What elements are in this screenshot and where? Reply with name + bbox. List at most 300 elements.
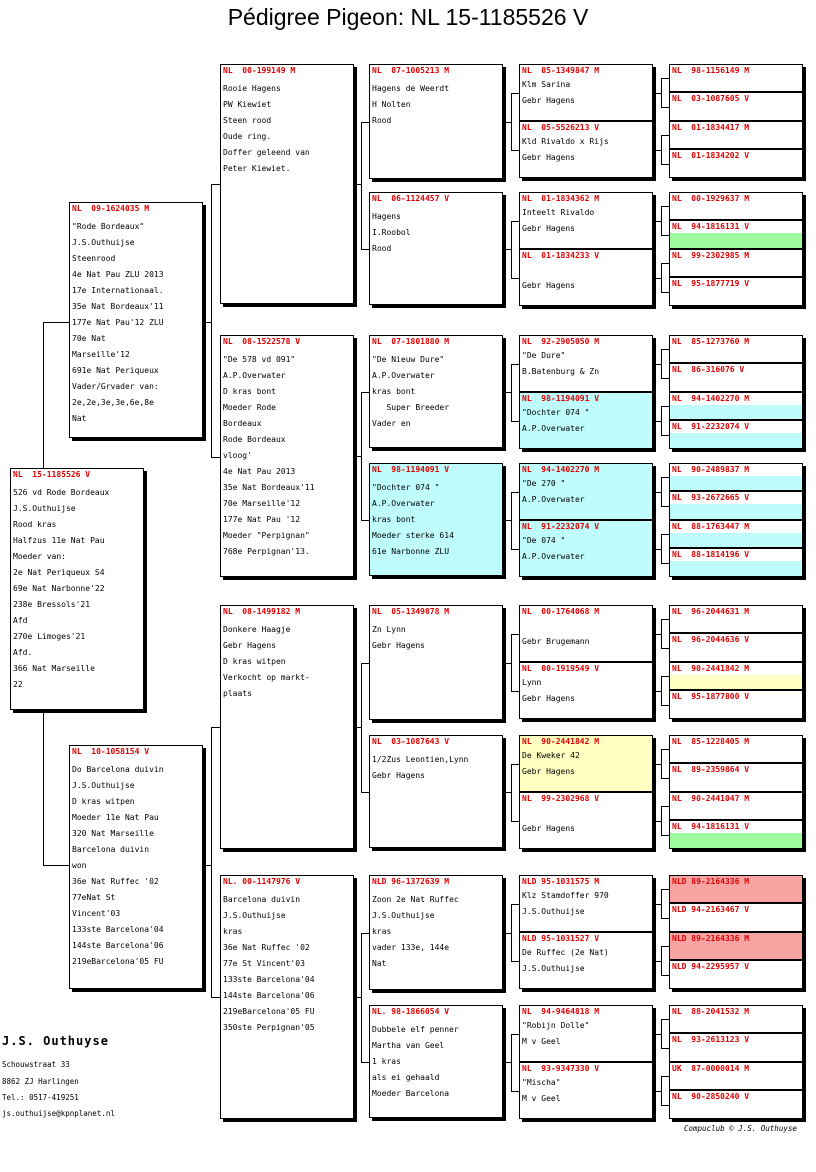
connector-line xyxy=(661,889,662,918)
connector-line xyxy=(654,221,661,222)
gen6-pigeon-card xyxy=(669,1033,803,1062)
ring-number: NLD 94-2163467 V xyxy=(672,905,750,914)
pigeon-details xyxy=(522,1075,650,1107)
ring-number: NL 93-2672665 V xyxy=(672,493,750,502)
ring-number: NL 91-2232074 V xyxy=(672,422,750,431)
gen6-pigeon-card xyxy=(669,463,803,491)
pigeon-details xyxy=(522,805,650,837)
gen5-pigeon-card xyxy=(519,392,653,449)
detail-line: Marseille'12 xyxy=(72,350,130,359)
ring-number: NL 01-1834202 V xyxy=(672,151,750,160)
gen6-pigeon-card xyxy=(669,192,803,220)
detail-line: Moeder Barcelona xyxy=(372,1089,450,1098)
connector-line xyxy=(511,764,512,821)
connector-line xyxy=(361,249,369,250)
detail-line: A.P.Overwater xyxy=(372,499,435,508)
connector-line xyxy=(661,235,669,236)
pigeon-details xyxy=(522,675,650,707)
detail-line: De Kweker 42 xyxy=(522,751,580,760)
gen5-pigeon-card xyxy=(519,249,653,306)
connector-line xyxy=(511,634,512,691)
gen6-pigeon-card xyxy=(669,121,803,149)
detail-line: "De 578 vd 091" xyxy=(223,355,296,364)
connector-line xyxy=(661,349,669,350)
ring-number: NL 90-2441047 M xyxy=(672,794,750,803)
ring-number: NL 93-2613123 V xyxy=(672,1035,750,1044)
gen5-pigeon-card xyxy=(519,463,653,520)
detail-line: Klm Sarina xyxy=(522,80,571,89)
detail-line: 219eBarcelona'05 FU xyxy=(72,957,164,966)
ring-number: NL 85-1228405 M xyxy=(672,737,750,746)
detail-line: Dubbele elf penner xyxy=(372,1025,459,1034)
connector-line xyxy=(661,563,669,564)
connector-line xyxy=(511,1034,519,1035)
connector-line xyxy=(211,727,212,997)
detail-line: plaats xyxy=(223,689,252,698)
connector-line xyxy=(661,206,669,207)
connector-line xyxy=(661,749,662,778)
detail-line: 61e Narbonne ZLU xyxy=(372,547,450,556)
detail-line: 70e Marseille'12 xyxy=(223,499,301,508)
ring-number: NL 01-1834417 M xyxy=(672,123,750,132)
connector-line xyxy=(504,520,511,521)
ring-number: NL 94-1816131 V xyxy=(672,222,750,231)
pigeon-details xyxy=(372,81,500,129)
connector-line xyxy=(661,477,662,506)
connector-line xyxy=(661,1076,662,1105)
connector-line xyxy=(504,663,511,664)
gen5-pigeon-card xyxy=(519,932,653,989)
detail-line: 77e St Vincent'03 xyxy=(223,959,305,968)
connector-line xyxy=(361,1062,369,1063)
connector-line xyxy=(661,676,669,677)
detail-line: "Robijn Dolle" xyxy=(522,1021,590,1030)
detail-line: J.S.Outhuijse xyxy=(522,907,585,916)
gen6-pigeon-card xyxy=(669,335,803,363)
pigeon-details xyxy=(372,622,500,654)
connector-line xyxy=(661,534,669,535)
detail-line: "Mischa" xyxy=(522,1078,561,1087)
pigeon-details xyxy=(223,352,351,560)
detail-line: 35e Nat Bordeaux'11 xyxy=(72,302,164,311)
gen6-pigeon-card xyxy=(669,792,803,820)
gen4-pigeon-card xyxy=(369,1005,503,1118)
connector-line xyxy=(661,806,669,807)
detail-line: "Dochter 074 " xyxy=(372,483,440,492)
connector-line xyxy=(43,322,69,323)
ring-number: NL 98-1194091 V xyxy=(372,465,450,474)
pigeon-details xyxy=(72,219,200,427)
detail-line: Gebr Hagens xyxy=(223,641,276,650)
connector-line xyxy=(661,946,662,975)
card-highlight xyxy=(670,233,802,248)
connector-line xyxy=(361,122,369,123)
pigeon-details xyxy=(372,1022,500,1102)
connector-line xyxy=(661,1019,662,1048)
ring-number: NL 94-1402270 M xyxy=(522,465,600,474)
gen6-pigeon-card xyxy=(669,820,803,849)
ring-number: NL 01-1834362 M xyxy=(522,194,600,203)
card-highlight xyxy=(670,504,802,519)
gen4-pigeon-card xyxy=(369,875,503,990)
detail-line: Afd xyxy=(13,616,28,625)
pigeon-details xyxy=(522,348,650,380)
connector-line xyxy=(211,457,220,458)
connector-line xyxy=(661,1105,669,1106)
ring-number: NL 91-2232074 V xyxy=(522,522,600,531)
detail-line: Super Breeder xyxy=(372,403,450,412)
detail-line: 70e Nat xyxy=(72,334,106,343)
detail-line: D kras bont xyxy=(223,387,276,396)
detail-line: Rode Bordeaux xyxy=(223,435,286,444)
gen5-pigeon-card xyxy=(519,1005,653,1062)
detail-line: 366 Nat Marseille xyxy=(13,664,95,673)
detail-line: I.Roobol xyxy=(372,228,411,237)
connector-line xyxy=(654,492,661,493)
connector-line xyxy=(511,421,519,422)
ring-number: NL 03-1087643 V xyxy=(372,737,450,746)
detail-line: Gebr Hagens xyxy=(372,771,425,780)
footer-credit: Compuclub © J.S. Outhuyse xyxy=(684,1124,797,1133)
detail-line: Moeder 11e Nat Pau xyxy=(72,813,159,822)
card-highlight xyxy=(670,433,802,448)
connector-line xyxy=(661,619,669,620)
connector-line xyxy=(661,78,669,79)
connector-line xyxy=(661,107,669,108)
connector-line xyxy=(661,506,669,507)
detail-line: J.S.Outhuijse xyxy=(13,504,76,513)
gen3-pigeon-card xyxy=(220,64,354,304)
detail-line: "De 074 " xyxy=(522,536,566,545)
detail-line: kras bont xyxy=(372,387,416,396)
connector-line xyxy=(661,349,662,378)
connector-line xyxy=(211,727,220,728)
connector-line xyxy=(511,93,519,94)
detail-line: 77eNat St xyxy=(72,893,116,902)
detail-line: 69e Nat Narbonne'22 xyxy=(13,584,105,593)
connector-line xyxy=(511,1034,512,1091)
ring-number: NL 88-1814196 V xyxy=(672,550,750,559)
detail-line: Lynn xyxy=(522,678,542,687)
gen3-pigeon-card xyxy=(220,335,354,577)
pigeon-details xyxy=(522,748,650,780)
connector-line xyxy=(203,322,211,323)
detail-line: 1 kras xyxy=(372,1057,401,1066)
gen6-pigeon-card xyxy=(669,277,803,306)
detail-line: "De Nieuw Dure" xyxy=(372,355,445,364)
pigeon-details xyxy=(522,205,650,237)
pigeon-details xyxy=(223,81,351,177)
detail-line: M v Geel xyxy=(522,1094,561,1103)
detail-line: Halfzus 11e Nat Pau xyxy=(13,536,105,545)
gen6-pigeon-card xyxy=(669,633,803,662)
gen3-pigeon-card xyxy=(220,875,354,1119)
detail-line: Hagens xyxy=(372,212,401,221)
owner-street: Schouwstraat 33 xyxy=(2,1060,70,1069)
connector-line xyxy=(661,835,669,836)
ring-number: NLD 95-1031527 V xyxy=(522,934,600,943)
pigeon-details xyxy=(522,134,650,166)
detail-line: Moeder "Perpignan" xyxy=(223,531,310,540)
detail-line: 36e Nat Ruffec '02 xyxy=(223,943,310,952)
pigeon-details xyxy=(372,752,500,784)
gen6-pigeon-card xyxy=(669,1062,803,1090)
pigeon-details xyxy=(372,480,500,560)
connector-line xyxy=(661,378,669,379)
pigeon-details xyxy=(372,352,500,432)
detail-line: 238e Bressols'21 xyxy=(13,600,91,609)
gen5-pigeon-card xyxy=(519,792,653,849)
connector-line xyxy=(654,1034,661,1035)
connector-line xyxy=(361,122,362,249)
connector-line xyxy=(654,634,661,635)
ring-number: NL 90-2441842 M xyxy=(522,737,600,746)
detail-line: "Rode Bordeaux" xyxy=(72,222,145,231)
ring-number: NL 86-316076 V xyxy=(672,365,745,374)
connector-line xyxy=(511,634,519,635)
connector-line xyxy=(661,206,662,235)
connector-line xyxy=(511,764,519,765)
detail-line: Gebr Hagens xyxy=(522,824,575,833)
detail-line: Donkere Haagje xyxy=(223,625,291,634)
gen1-pigeon-card xyxy=(10,468,144,710)
connector-line xyxy=(654,821,661,822)
ring-number: NL 94-9464818 M xyxy=(522,1007,600,1016)
connector-line xyxy=(661,1076,669,1077)
gen6-pigeon-card xyxy=(669,932,803,960)
connector-line xyxy=(361,933,362,1062)
ring-number: NL 89-2359864 V xyxy=(672,765,750,774)
gen6-pigeon-card xyxy=(669,763,803,792)
gen4-pigeon-card xyxy=(369,463,503,576)
ring-number: NL 99-2302968 V xyxy=(522,794,600,803)
detail-line: 144ste Barcelona'06 xyxy=(223,991,315,1000)
detail-line: Barcelona duivin xyxy=(72,845,150,854)
ring-number: NL 07-1801880 M xyxy=(372,337,450,346)
pigeon-details xyxy=(522,888,650,920)
connector-line xyxy=(43,322,44,468)
ring-number: NL 94-1402270 M xyxy=(672,394,750,403)
card-highlight xyxy=(670,533,802,547)
ring-number: NL 08-1499182 M xyxy=(223,607,301,616)
detail-line: Verkocht op markt- xyxy=(223,673,310,682)
connector-line xyxy=(361,392,369,393)
gen6-pigeon-card xyxy=(669,1090,803,1119)
connector-line xyxy=(661,435,669,436)
detail-line: PW Kiewiet xyxy=(223,100,272,109)
pigeon-details xyxy=(223,622,351,702)
detail-line xyxy=(522,262,650,278)
pigeon-details xyxy=(72,762,200,970)
pigeon-details xyxy=(522,77,650,109)
connector-line xyxy=(661,1048,669,1049)
ring-number: UK 87-0000014 M xyxy=(672,1064,750,1073)
detail-line: Rood xyxy=(372,116,392,125)
detail-line: Vincent'03 xyxy=(72,909,121,918)
gen5-pigeon-card xyxy=(519,64,653,121)
detail-line: 133ste Barcelona'04 xyxy=(72,925,164,934)
detail-line: kras bont xyxy=(372,515,416,524)
gen5-pigeon-card xyxy=(519,520,653,577)
connector-line xyxy=(511,904,519,905)
pigeon-details xyxy=(522,945,650,977)
gen4-pigeon-card xyxy=(369,605,503,720)
detail-line: "De Dure" xyxy=(522,351,566,360)
gen6-pigeon-card xyxy=(669,960,803,989)
detail-line: Zoon 2e Nat Ruffec xyxy=(372,895,459,904)
gen5-pigeon-card xyxy=(519,192,653,249)
ring-number: NL 96-2044636 V xyxy=(672,635,750,644)
connector-line xyxy=(203,865,211,866)
detail-line: Rood kras xyxy=(13,520,57,529)
ring-number: NL. 00-1147976 V xyxy=(223,877,301,886)
ring-number: NL 93-9347330 V xyxy=(522,1064,600,1073)
connector-line xyxy=(211,184,212,457)
connector-line xyxy=(511,150,519,151)
detail-line: vader 133e, 144e xyxy=(372,943,450,952)
gen6-pigeon-card xyxy=(669,249,803,277)
detail-line: D kras witpen xyxy=(72,797,135,806)
gen6-pigeon-card xyxy=(669,735,803,763)
detail-line: Steenrood xyxy=(72,254,116,263)
gen4-pigeon-card xyxy=(369,192,503,305)
detail-line: Peter Kiewiet. xyxy=(223,164,291,173)
gen2-pigeon-card xyxy=(69,202,203,438)
detail-line: Doffer geleend van xyxy=(223,148,310,157)
gen5-pigeon-card xyxy=(519,605,653,662)
ring-number: NL 95-1877719 V xyxy=(672,279,750,288)
connector-line xyxy=(654,421,661,422)
ring-number: NLD 95-1031575 M xyxy=(522,877,600,886)
pigeon-details xyxy=(522,618,650,650)
ring-number: NL 05-1349878 M xyxy=(372,607,450,616)
detail-line: vloog' xyxy=(223,451,252,460)
connector-line xyxy=(361,663,369,664)
ring-number: NL 00-199149 M xyxy=(223,66,296,75)
connector-line xyxy=(661,806,662,835)
ring-number: NL 98-1194091 V xyxy=(522,394,600,403)
detail-line: "De 270 " xyxy=(522,479,566,488)
gen5-pigeon-card xyxy=(519,121,653,178)
connector-line xyxy=(661,648,669,649)
gen4-pigeon-card xyxy=(369,335,503,448)
detail-line: J.S.Outhuijse xyxy=(223,911,286,920)
ring-number: NLD 94-2295957 V xyxy=(672,962,750,971)
gen6-pigeon-card xyxy=(669,605,803,633)
ring-number: NL 85-1273760 M xyxy=(672,337,750,346)
connector-line xyxy=(661,263,662,292)
owner-city: 8862 ZJ Harlingen xyxy=(2,1077,79,1086)
connector-line xyxy=(504,933,511,934)
detail-line: Gebr Hagens xyxy=(522,694,575,703)
ring-number: NL 08-1522578 V xyxy=(223,337,301,346)
gen4-pigeon-card xyxy=(369,64,503,179)
detail-line: Vader/Grvader van: xyxy=(72,382,159,391)
pigeon-details xyxy=(522,262,650,294)
gen6-pigeon-card xyxy=(669,1005,803,1033)
ring-number: NL 09-1624035 M xyxy=(72,204,150,213)
gen6-pigeon-card xyxy=(669,92,803,121)
connector-line xyxy=(511,221,512,278)
connector-line xyxy=(511,278,519,279)
detail-line: Vader en xyxy=(372,419,411,428)
card-highlight xyxy=(670,405,802,419)
ring-number: NL 99-2302985 M xyxy=(672,251,750,260)
card-highlight xyxy=(670,833,802,848)
connector-line xyxy=(661,676,662,705)
pigeon-details xyxy=(223,892,351,1036)
connector-line xyxy=(661,619,662,648)
detail-line: 133ste Barcelona'04 xyxy=(223,975,315,984)
detail-line: kras xyxy=(223,927,243,936)
gen6-pigeon-card xyxy=(669,363,803,392)
detail-line: Nat xyxy=(372,959,387,968)
ring-number: NL 88-2041532 M xyxy=(672,1007,750,1016)
ring-number: NL 15-1185526 V xyxy=(13,470,91,479)
gen2-pigeon-card xyxy=(69,745,203,989)
detail-line: 2e Nat Periqueux S4 xyxy=(13,568,105,577)
connector-line xyxy=(511,961,519,962)
connector-line xyxy=(511,691,519,692)
pigeon-details xyxy=(372,892,500,972)
connector-line xyxy=(511,904,512,961)
detail-line: A.P.Overwater xyxy=(372,371,435,380)
connector-line xyxy=(661,1019,669,1020)
ring-number: NL 10-1058154 V xyxy=(72,747,150,756)
connector-line xyxy=(511,821,519,822)
ring-number: NL 03-1087605 V xyxy=(672,94,750,103)
ring-number: NL 88-1763447 M xyxy=(672,522,750,531)
detail-line: Klz Stamdoffer 970 xyxy=(522,891,609,900)
detail-line: De Ruffec (2e Nat) xyxy=(522,948,609,957)
connector-line xyxy=(504,392,511,393)
connector-line xyxy=(661,135,662,164)
connector-line xyxy=(661,749,669,750)
detail-line: Martha van Geel xyxy=(372,1041,445,1050)
pigeon-details xyxy=(522,1018,650,1050)
detail-line: M v Geel xyxy=(522,1037,561,1046)
ring-number: NL 07-1005213 M xyxy=(372,66,450,75)
detail-line: H Nolten xyxy=(372,100,411,109)
ring-number: NL 90-2441842 M xyxy=(672,664,750,673)
connector-line xyxy=(654,150,661,151)
connector-line xyxy=(654,691,661,692)
detail-line xyxy=(522,805,650,821)
gen6-pigeon-card xyxy=(669,220,803,249)
detail-line: Do Barcelona duivin xyxy=(72,765,164,774)
detail-line: Bordeaux xyxy=(223,419,262,428)
ring-number: NL 96-2044631 M xyxy=(672,607,750,616)
connector-line xyxy=(504,249,511,250)
ring-number: NL 90-2850240 V xyxy=(672,1092,750,1101)
gen6-pigeon-card xyxy=(669,875,803,903)
connector-line xyxy=(504,1062,511,1063)
ring-number: NL 94-1816131 V xyxy=(672,822,750,831)
connector-line xyxy=(661,78,662,107)
detail-line: Kld Rivaldo x Rijs xyxy=(522,137,609,146)
detail-line: A.P.Overwater xyxy=(522,424,585,433)
detail-line: 2e,2e,3e,3e,6e,8e xyxy=(72,398,154,407)
pigeon-details xyxy=(522,476,650,508)
card-highlight xyxy=(670,561,802,576)
ring-number: NLD 89-2164336 M xyxy=(672,877,750,886)
detail-line: Moeder van: xyxy=(13,552,66,561)
detail-line: Gebr Hagens xyxy=(372,641,425,650)
connector-line xyxy=(661,477,669,478)
connector-line xyxy=(654,93,661,94)
connector-line xyxy=(43,865,69,866)
pigeon-details xyxy=(522,405,650,437)
